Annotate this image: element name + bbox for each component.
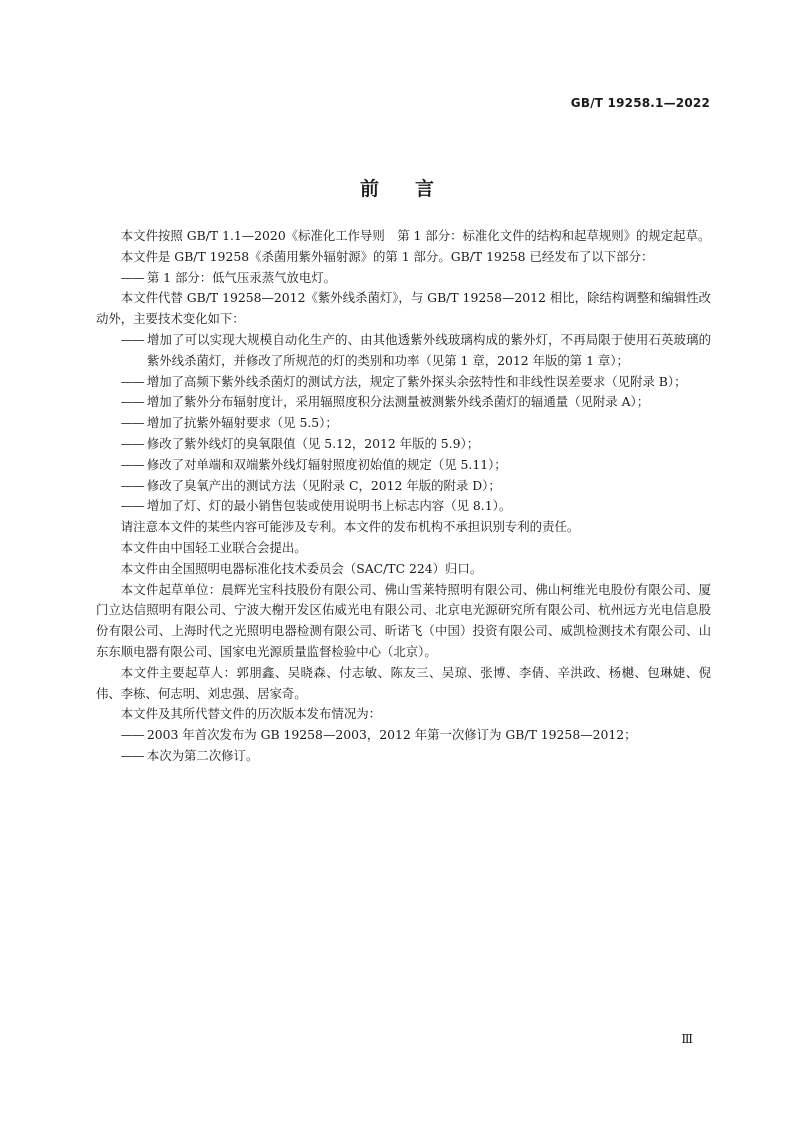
list-item-history-1 [96, 725, 711, 746]
list-item-history-2 [96, 746, 711, 767]
list-item-change-5 [96, 434, 711, 455]
list-item-text: 本次为第二次修订。 [146, 747, 259, 763]
dash-marker: —— [120, 498, 144, 514]
page-number: Ⅲ [681, 1032, 693, 1046]
list-item-change-8 [96, 496, 711, 517]
list-item-change-4 [96, 413, 711, 434]
list-item-part-1 [96, 268, 711, 289]
list-item-text: 增加了高频下紫外线杀菌灯的测试方法，规定了紫外探头余弦特性和非线性误差要求（见附录 B）； [146, 373, 687, 389]
list-item-change-3 [96, 392, 711, 413]
list-item-change-2 [96, 372, 711, 393]
dash-marker: —— [120, 394, 144, 410]
dash-marker: —— [120, 373, 144, 389]
dash-marker: —— [120, 456, 144, 472]
list-item-change-6 [96, 455, 711, 476]
standard-code: GB/T 19258.1—2022 [570, 96, 710, 110]
list-item-text: 修改了对单端和双端紫外线灯辐射照度初始值的规定（见 5.11）； [146, 456, 507, 472]
paragraph-patent-notice: 请注意本文件的某些内容可能涉及专利。本文件的发布机构不承担识别专利的责任。 [120, 519, 580, 535]
list-item-text: 第 1 部分：低气压汞蒸气放电灯。 [146, 269, 337, 285]
paragraph-drafting-rules: 本文件按照 GB/T 1.1—2020《标准化工作导则 第 1 部分：标准化文件的结构和起草规则》的规定起草。 [120, 228, 711, 243]
paragraph-managed-by: 本文件由全国照明电器标准化技术委员会（SAC/TC 224）归口。 [120, 560, 483, 576]
foreword-body [96, 226, 711, 767]
paragraph-series-parts: 本文件是 GB/T 19258《杀菌用紫外辐射源》的第 1 部分。GB/T 19258 已经发布了以下部分： [120, 248, 654, 264]
list-item-change-7 [96, 476, 711, 497]
list-item-text: 修改了臭氧产出的测试方法（见附录 C，2012 年版的附录 D）； [146, 477, 501, 493]
paragraph-history: 本文件及其所代替文件的历次版本发布情况为： [120, 706, 381, 722]
dash-marker: —— [120, 435, 144, 451]
dash-marker: —— [120, 331, 144, 347]
dash-marker: —— [120, 415, 144, 431]
list-item-text: 增加了灯、灯的最小销售包装或使用说明书上标志内容（见 8.1）。 [146, 498, 512, 514]
list-item-change-1 [96, 330, 711, 372]
dash-marker: —— [120, 727, 144, 743]
list-item-text: 增加了抗紫外辐射要求（见 5.5）； [146, 415, 338, 431]
list-item-text: 修改了紫外线灯的臭氧限值（见 5.12，2012 年版的 5.9）； [146, 435, 480, 451]
list-item-text: 增加了紫外分布辐射度计，采用辐照度积分法测量被测紫外线杀菌灯的辐通量（见附录 A）； [146, 394, 650, 410]
dash-marker: —— [120, 747, 144, 763]
list-item-text: 2003 年首次发布为 GB 19258—2003，2012 年第一次修订为 GB/T 19258—2012； [146, 727, 637, 743]
paragraph-proposed-by: 本文件由中国轻工业联合会提出。 [120, 539, 307, 555]
dash-marker: —— [120, 269, 144, 285]
list-item-text: 增加了可以实现大规模自动化生产的、由其他透紫外线玻璃构成的紫外灯，不再局限于使用石英玻璃的紫外线杀菌灯，并修改了所规范的灯的类别和功率（见第 1 章，2012 年版的第 1 章）； [146, 331, 711, 368]
paragraph-drafters: 本文件主要起草人：郭朋鑫、吴晓森、付志敏、陈友三、吴琼、张博、李倩、辛洪政、杨樾、包琳婕、倪伟、李栋、何志明、刘忠强、居家奇。 [96, 664, 711, 701]
paragraph-drafting-units: 本文件起草单位：晨辉光宝科技股份有限公司、佛山雪莱特照明有限公司、佛山柯维光电股份有限公司、厦门立达信照明有限公司、宁波大榭开发区佑威光电有限公司、北京电光源研究所有限公司、杭州远方光电信息股份有限公司、上海时代之光照明电器检测有限公司、昕诺飞（中国）投资有限公司、威凯检测技术有限公司、山东东顺电器有限公司、国家电光源质量监督检验中心（北京）。 [96, 581, 711, 659]
page-title: 前言 [359, 177, 470, 200]
dash-marker: —— [120, 477, 144, 493]
paragraph-replaces: 本文件代替 GB/T 19258—2012《紫外线杀菌灯》，与 GB/T 19258—2012 相比，除结构调整和编辑性改动外，主要技术变化如下： [96, 290, 711, 327]
